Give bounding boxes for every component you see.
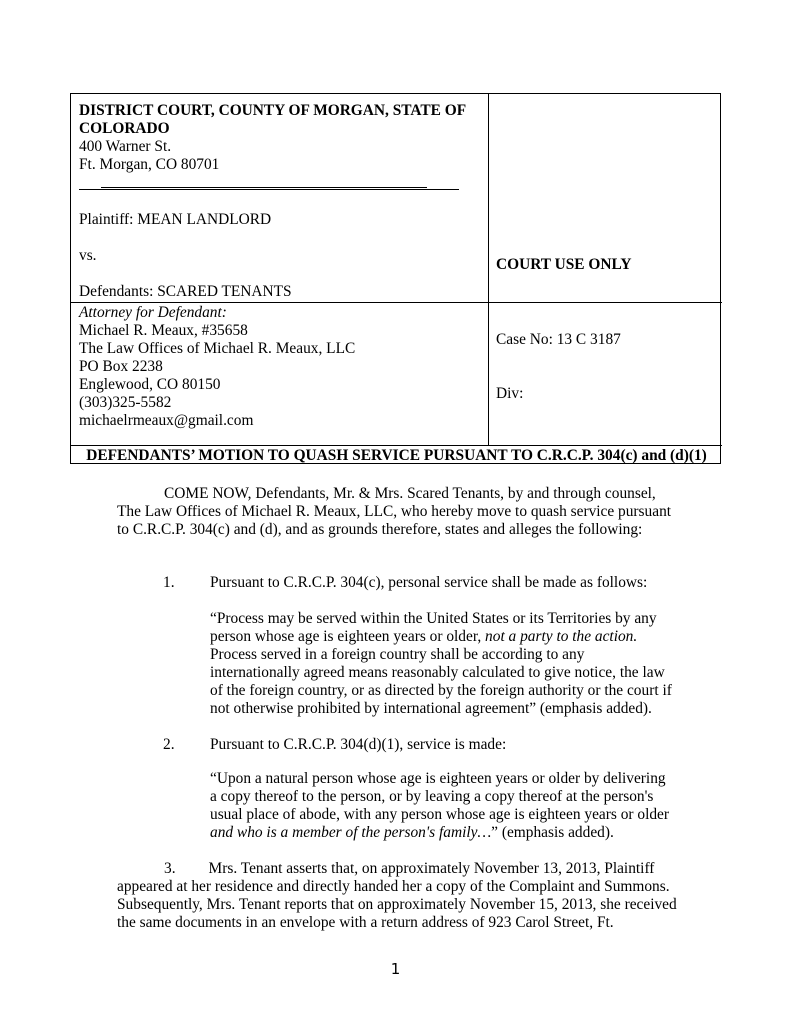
quote-304c [210,610,675,718]
court-use-only-label: COURT USE ONLY [496,256,632,273]
item-3-paragraph [117,860,677,932]
defendants-line: Defendants: SCARED TENANTS [79,283,292,300]
court-name-line2: COLORADO [79,120,170,137]
quote-304c-part2: Process served in a foreign country shall be according to any internationally agreed means reasonably calculated to give notice, the law of the foreign country, or as directed by the foreign authority or the court if not otherwise prohibited by international agreement” (emphasis added). [210,646,672,717]
attorney-block [79,304,479,430]
quote-304d1-emphasis: and who is a member of the person's family… [210,824,492,841]
quote-304c-part1: “Process may be served within the United States or its Territories by any person whose age is eighteen years or older, [210,610,657,645]
versus-line: vs. [79,247,97,264]
item-3-text: Mrs. Tenant asserts that, on approximately November 13, 2013, Plaintiff appeared at her residence and directly handed her a copy of the Complaint and Summons. Subsequently, Mrs. Tenant reports that on approximately November 15, 2013, she received the same documents in an envelope with a return address of 923 Carol Street, Ft. [117,860,677,931]
division-label: Div: [496,385,524,402]
attorney-firm: The Law Offices of Michael R. Meaux, LLC [79,340,356,357]
attorney-phone: (303)325-5582 [79,394,172,411]
caption-divider-middle [71,302,722,303]
quote-304d1 [210,770,675,842]
item-3-number: 3. [164,860,176,877]
attorney-email: michaelrmeaux@gmail.com [79,412,254,429]
attorney-name: Michael R. Meaux, #35658 [79,322,248,339]
item-1-number: 1. [163,574,175,591]
court-name-line1: DISTRICT COURT, COUNTY OF MORGAN, STATE OF [79,102,467,119]
motion-title: DEFENDANTS’ MOTION TO QUASH SERVICE PURSUANT TO C.R.C.P. 304(c) and (d)(1) [86,447,707,464]
item-2-number: 2. [163,736,175,753]
court-address-city: Ft. Morgan, CO 80701 [79,156,220,173]
attorney-po-box: PO Box 2238 [79,358,163,375]
quote-304d1-part1: “Upon a natural person whose age is eighteen years or older by delivering a copy thereof to the person, or by leaving a copy thereof at the person's usual place of abode, with any person whose age is eighteen years or older [210,770,669,823]
intro-text: COME NOW, Defendants, Mr. & Mrs. Scared Tenants, by and through counsel, The Law Offices of Michael R. Meaux, LLC, who hereby move to quash service pursuant to C.R.C.P. 304(c) and (d), and as grounds therefore, states and alleges the following: [117,485,672,538]
caption-rule-inner [101,187,427,188]
item-3-body [117,860,677,932]
court-address-street: 400 Warner St. [79,138,172,155]
caption-divider-vertical [488,94,489,445]
case-number: Case No: 13 C 3187 [496,331,621,348]
item-1-text: Pursuant to C.R.C.P. 304(c), personal service shall be made as follows: [210,574,648,591]
quote-304c-emphasis: not a party to the action. [485,628,638,645]
attorney-label: Attorney for Defendant: [79,304,227,321]
plaintiff-line: Plaintiff: MEAN LANDLORD [79,211,272,228]
caption-rule [79,189,459,190]
court-block [79,102,479,174]
attorney-city: Englewood, CO 80150 [79,376,221,393]
item-2-text: Pursuant to C.R.C.P. 304(d)(1), service is made: [210,736,507,753]
quote-304d1-part2: ” (emphasis added). [491,824,614,841]
intro-paragraph [117,485,677,539]
case-caption-table [70,93,721,464]
page-number: 1 [390,960,401,978]
caption-divider-bottom [71,445,722,446]
